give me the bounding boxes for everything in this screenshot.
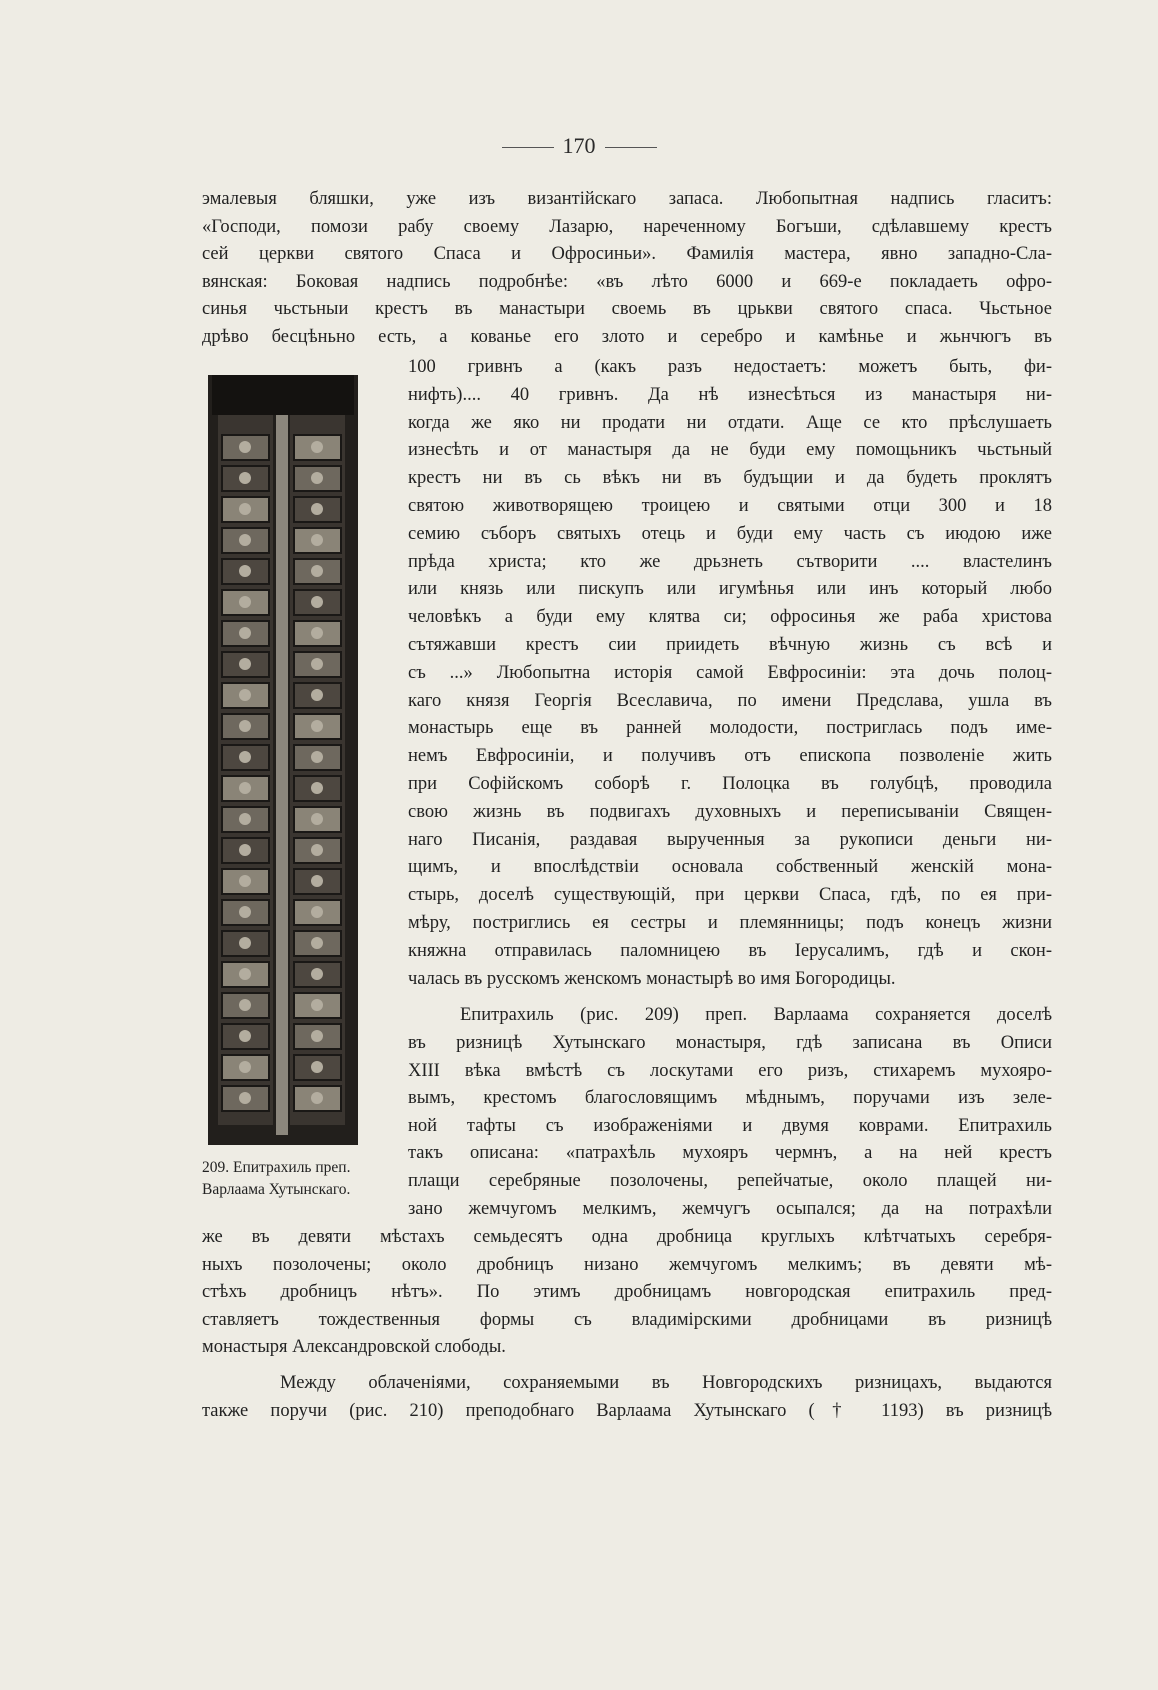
text-line: стѣхъ дробницъ нѣтъ». По этимъ дробницамъ новгородская епитрахиль пред- [202,1282,1052,1303]
text-line: монастырь еще въ ранней молодости, постриглась подъ име- [408,718,1052,739]
paragraph-2-first-line: Епитрахиль (рис. 209) преп. Варлаама сохраняется доселѣ [460,1005,1052,1025]
text-line: крестъ ни въ сь вѣкъ ни въ будъщии и да будеть проклятъ [408,468,1052,489]
text-line: свою жизнь въ подвигахъ духовныхъ и переписываніи Священ- [408,801,1052,822]
text-line: княжна отправилась паломницею въ Іерусалимъ, гдѣ и скон- [408,940,1052,961]
text-line: же въ девяти мѣстахъ семьдесятъ одна дробница круглыхъ клѣтчатыхъ серебря- [202,1227,1052,1247]
page-number: 170 [0,133,1158,159]
text-line: когда же яко ни продати ни отдати. Аще се кто прѣслушаеть [408,412,1052,433]
text-line: 100 гривнъ а (какъ разъ недостаетъ: можетъ быть, фи- [408,357,1052,377]
text-line: святою животворящею троицею и святыми отци 300 и 18 [408,496,1052,516]
text-line: стырь, доселѣ существующій, при церкви Спаса, гдѣ, по ея при- [408,885,1052,906]
figure-caption-line-2: Варлаама Хутынскаго. [202,1181,351,1198]
text-line: сътяжавши крестъ сии приидеть вѣчную жизнь съ всѣ и [408,635,1052,655]
text-line: плащи серебряные позолочены, репейчатые, около плащей ни- [408,1171,1052,1191]
text-line: наго Писанія, раздавая вырученныя за рукописи деньги ни- [408,829,1052,850]
text-line: вянская: Боковая надпись подробнѣе: «въ лѣто 6000 и 669-е покладаеть офро- [202,271,1052,292]
text-line: ныхъ позолочены; около дробницъ низано жемчугомъ мелкимъ; въ девяти мѣ- [202,1254,1052,1275]
text-line: немъ Евфросиніи, и получивъ отъ епископа позволеніе жить [408,746,1052,767]
page-number-rule-left [502,147,554,148]
text-line: семию съборъ святыхъ отець и буди ему часть съ июдою иже [408,523,1052,544]
paragraph-3-first-line: Между облаченіями, сохраняемыми въ Новгородскихъ ризницахъ, выдаются [280,1373,1052,1393]
text-line: человѣкъ а буди ему клятва си; офросинья же раба христова [408,607,1052,628]
text-line: каго князя Георгія Всеславича, по имени Предслава, ушла въ [408,690,1052,711]
text-line: «Господи, помози рабу своему Лазарю, нареченному Богъши, сдѣлавшему крестъ [202,216,1052,237]
text-line: или князь или пискупъ или игумѣнья или инъ который любо [408,579,1052,600]
text-line: мѣру, постриглись ея сестры и племянницы; подъ конецъ жизни [408,913,1052,933]
text-line: вымъ, крестомъ благословящимъ мѣднымъ, поручами изъ зеле- [408,1088,1052,1109]
figure-caption-line-1: 209. Епитрахиль преп. [202,1159,351,1176]
text-line: въ ризницѣ Хутынскаго монастыря, гдѣ записана въ Описи [408,1033,1052,1053]
page-number-rule-right [605,147,657,148]
text-line: прѣда христа; кто же дрьзнеть сътворити .... властелинъ [408,551,1052,572]
text-line: эмалевыя бляшки, уже изъ византійскаго запаса. Любопытная надпись гласитъ: [202,189,1052,209]
text-line: щимъ, и впослѣдствіи основала собственный женскій мона- [408,857,1052,878]
text-line: монастыря Александровской слободы. [202,1337,506,1358]
text-line: нифть).... 40 гривнъ. Да нѣ изнесѣться из манастыря ни- [408,384,1052,405]
text-line: сей церкви святого Спаса и Офросиньи». Фамилія мастера, явно западно-Сла- [202,244,1052,265]
paragraph-3-last-line: также поручи (рис. 210) преподобнаго Варлаама Хутынскаго († 1193) въ ризницѣ [202,1401,1052,1421]
text-line: синья чьстьныи крестъ въ манастыри своемь въ црькви святого спаса. Чьстьное [202,299,1052,320]
text-line: при Софійскомъ соборѣ г. Полоцка въ голубцѣ, проводила [408,774,1052,794]
text-line: ставляетъ тождественныя формы съ владимірскими дробницами въ ризницѣ [202,1309,1052,1330]
text-line: такъ описана: «патрахѣль мухояръ чермнъ, а на ней крестъ [408,1143,1052,1164]
epitrachelion-illustration [208,375,358,1145]
text-line: ной тафты съ изображеніями и двумя коврами. Епитрахиль [408,1115,1052,1136]
text-line: XIII вѣка вмѣстѣ съ лоскутами его ризъ, стихаремъ мухояро- [408,1060,1052,1081]
text-line: зано жемчугомъ мелкимъ, жемчугъ осыпался; да на потрахѣли [408,1198,1052,1219]
text-line: изнесѣть и от манастыря да не буди ему помощьникъ чьстьный [408,440,1052,461]
text-line: чалась въ русскомъ женскомъ монастырѣ во имя Богородицы. [408,968,896,989]
figure-epitrachelion-image [208,375,358,1145]
text-line: съ ...» Любопытна исторія самой Евфросиніи: эта дочь полоц- [408,662,1052,683]
text-line: дрѣво бесцѣньно есть, а кованье его злото и серебро и камѣнье и жьнчюгъ въ [202,327,1052,347]
